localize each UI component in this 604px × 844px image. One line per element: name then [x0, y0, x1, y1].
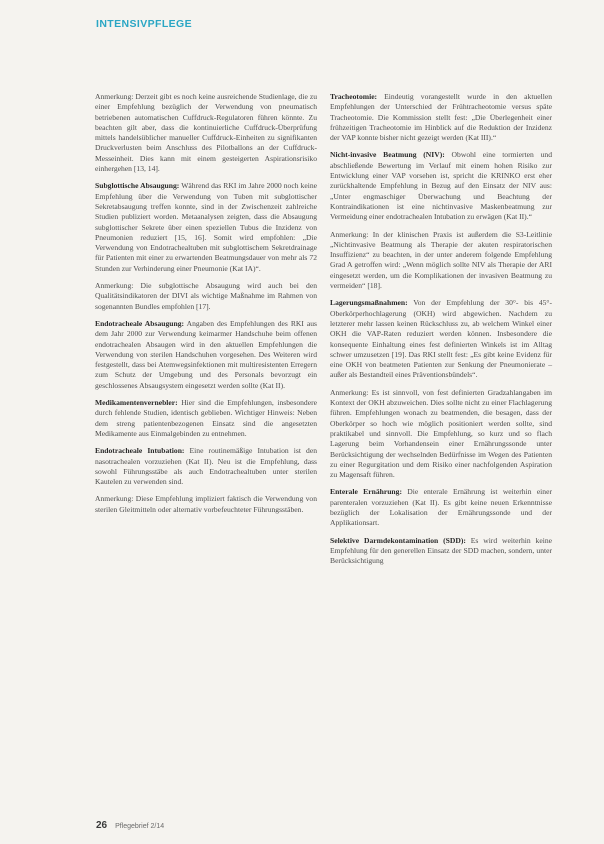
paragraph-lead: Enterale Ernährung: — [330, 487, 402, 497]
paragraph-lead: Medikamentenvernebler: — [95, 398, 178, 408]
paragraph — [330, 92, 552, 143]
paragraph — [330, 536, 552, 567]
paragraph-lead: Lagerungsmaßnahmen: — [330, 298, 408, 308]
paragraph-text: Während das RKI im Jahre 2000 noch keine Empfehlung über die Verwendung von Tuben mit subglottischer Sekretabsaugung treffen konnte, sind in der Zwischenzeit zahlreiche Studien publiziert worden. Metaanalysen zeigten, dass die Absaugung subglottischer Sekrete über einen speziellen Tubus die Inzidenz von Pneumonien reduziert [15, 16]. Somit wird empfohlen: „Die Verwendung von Endotrachealtuben mit subglottischem Sekretdrainage für Patienten mit einer zu erwartenden Beatmungsdauer von mehr als 72 Stunden zur Verhinderung einer Pneumonie (Kat IA)“. — [95, 181, 317, 273]
paragraph — [330, 487, 552, 528]
paragraph — [95, 181, 317, 274]
paragraph-lead: Selektive Darmdekontamination (SDD): — [330, 535, 466, 545]
paragraph-lead: Endotracheale Intubation: — [95, 446, 185, 456]
paragraph-text: Anmerkung: Die subglottische Absaugung wird auch bei den Qualitätsindikatoren der DIVI als wichtige Maßnahme im Rahmen von sogenannten Bundles empfohlen [17]. — [95, 281, 317, 311]
paragraph — [95, 319, 317, 391]
paragraph-text: Obwohl eine tormierten und abschließende Bewertung im Verlauf mit einem hohen Risiko zur Entwicklung einer VAP vorsehen ist, spricht die KRINKO erst eher zurückhaltende Empfehlung in Bezug auf den Einsatz der NIV aus: „Unter engmaschiger Überwachung und Beachtung der Kontraindikationen ist eine nichtinvasive Maskenbeatmung zur Vermeidung einer endotrachealen Intubation zu erwägen (Kat II).“ — [330, 150, 552, 222]
paragraph-lead: Tracheotomie: — [330, 92, 378, 101]
paragraph — [95, 281, 317, 312]
paragraph — [330, 298, 552, 380]
paragraph-text: Anmerkung: Derzeit gibt es noch keine ausreichende Studienlage, die zu einer Empfehlung bezüglich der Verwendung von pneumatisch betriebenen automatischen Cuffdruck-Regulatoren führen könnte. Zu beachten gilt aber, dass die kontinuierliche Cuffdruck-Überprüfung mittels handelsüblicher manueller Cuffdruck-Einheiten zu signifikanten Druckverlusten beim Anschluss des Pilotballons an der Cuffdruck-Messeinheit. Dies kann mit einem gesteigerten Aspirationsrisiko einhergehen [13, 14]. — [95, 92, 317, 174]
paragraph-text: Eine routinemäßige Intubation ist den nasotrachealen vorzuziehen (Kat II). Neu ist die Empfehlung, dass sowohl Führungsstäbe als auch Endotrachealtuben unter sterilen Kautelen zu verwenden sind. — [95, 446, 317, 487]
paragraph-lead: Subglottische Absaugung: — [95, 181, 180, 191]
paragraph — [330, 150, 552, 222]
page-number: 26 — [96, 820, 108, 831]
paragraph-text: Anmerkung: Es ist sinnvoll, von fest definierten Gradzahlangaben im Kontext der OKH abzuweichen. Dies sollte nicht zu einer Flachlagerung führen. Empfehlungen wonach zu beatmenden, die besagen, dass der Oberkörper so hoch wie möglich positioniert werden sollte, sind praktikabel und sinnvoll. Die Empfehlung, so kurz und so flach Lagerung beim Vorhandensein einer Ernährungssonde unter Berücksichtigung der wechselnden Bedürfnisse im Wegen des Patienten zu einer Regurgitation und dem Risiko einer nachfolgenden Aspiration zu Magensaft führen. — [330, 387, 552, 480]
paragraph — [95, 446, 317, 487]
paragraph-text: Hier sind die Empfehlungen, insbesondere durch fehlende Studien, identisch geblieben. Wichtiger Hinweis: Neben dem streng patientenbezogenen Einsatz sind die angesetzten Medikamente aus Einmalgebinden zu entnehmen. — [95, 398, 317, 438]
page-footer — [96, 820, 164, 831]
paragraph-text: Anmerkung: In der klinischen Praxis ist außerdem die S3-Leitlinie „Nichtinvasive Beatmung als Therapie der akuten respiratorischen Insuffizienz“ zu beachten, in der unter anderem folgende Empfehlung Grad A getroffen wird: „Wenn möglich sollte NIV als Therapie der ARI eingesetzt werden, um die Komplikationen der invasiven Beatmung zu vermeiden“ [18]. — [330, 229, 552, 291]
paragraph — [95, 494, 317, 515]
journal-name: Pflegebrief 2/14 — [115, 823, 165, 830]
paragraph-text: Eindeutig vorangestellt wurde in den aktuellen Empfehlungen der Unterschied der Frühtracheotomie versus späte Tracheotomie. Die Kommission stellt fest: „Die Überlegenheit einer frühzeitigen Tracheotomie im Hinblick auf die Reduktion der Inzidenz der VAP konnte bisher nicht gezeigt werden (Kat III).“ — [330, 92, 552, 143]
paragraph-lead: Endotracheale Absaugung: — [95, 318, 185, 328]
paragraph-text: Von der Empfehlung der 30°- bis 45°-Oberkörperhochlagerung (OKH) wird abgewichen. Nachdem zu letzterer mehr lassen keinen Rückschluss zu, ab welchem Winkel einer OKH die VAP-Raten reduziert werden können. Insbesondere die konsequente Einhaltung eines fest definierten Winkels ist im Alltag schwer umzusetzen [19]. Das RKI stellt fest: „Es gibt keine Evidenz für eine OKH von beatmeten Patienten zur Senkung der Pneumonierate – außer als Bestandteil eines Präventionsbündels“. — [330, 298, 552, 380]
left-column — [95, 92, 317, 522]
section-title: INTENSIVPFLEGE — [96, 18, 193, 30]
paragraph-lead: Nicht-invasive Beatmung (NIV): — [330, 150, 445, 160]
paragraph — [330, 388, 552, 481]
right-column — [330, 92, 552, 573]
paragraph — [95, 92, 317, 174]
paragraph — [95, 398, 317, 439]
paragraph-text: Angaben des Empfehlungen des RKI aus dem Jahr 2000 zur Verwendung keimarmer Handschuhe beim offenen endotrachealen Absaugen wird in den aktuellen Empfehlungen die Verwendung von sterilen Handschuhen vorgesehen. Des Weiteren wird festgestellt, dass bei Atemwegsinfektionen mit multiresistenten Erregern zum Schutz der Umgebung und des Personals bevorzugt ein geschlossenes Absaugsystem eingesetzt werden sollte (Kat II). — [95, 318, 317, 390]
paragraph-text: Es wird weiterhin keine Empfehlung für den generellen Einsatz der SDD machen, sondern, unter Berücksichtigung — [330, 535, 552, 566]
paragraph-text: Anmerkung: Diese Empfehlung impliziert faktisch die Verwendung von sterilen Gleitmitteln oder alternativ vorbefeuchteter Führungsstäben. — [95, 494, 317, 514]
paragraph-text: Die enterale Ernährung ist weiterhin einer parenteralen vorzuziehen (Kat II). Es gibt keine neuen Erkenntnisse bezüglich der Lokalisation der Ernährungssonde und der Applikationsart. — [330, 487, 552, 528]
paragraph — [330, 230, 552, 292]
